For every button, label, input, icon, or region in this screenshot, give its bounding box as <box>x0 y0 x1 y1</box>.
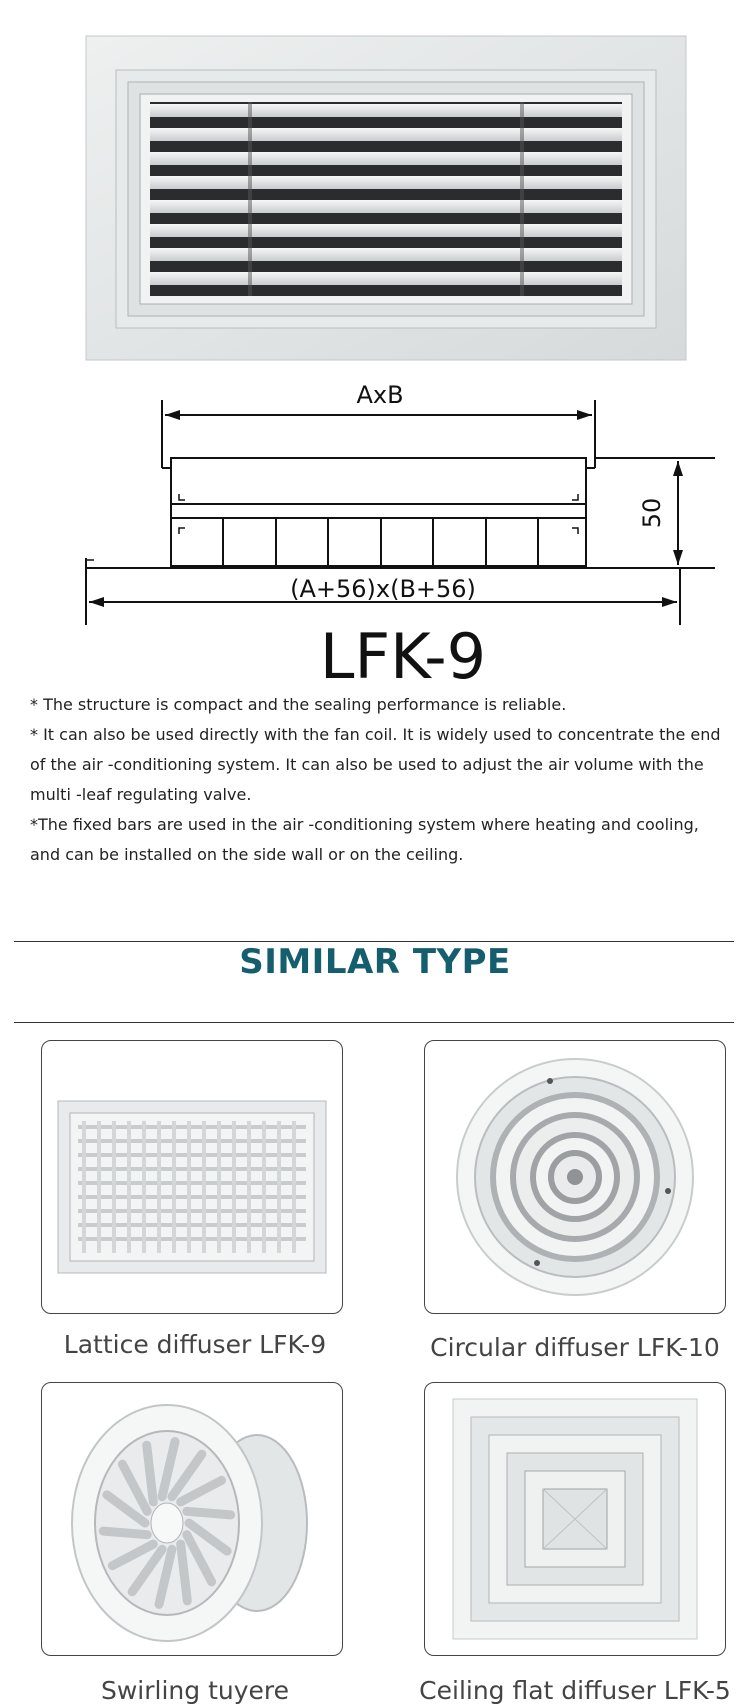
product-description <box>30 690 730 870</box>
description-line: *The fixed bars are used in the air -conditioning system where heating and cooling, and can be installed on the side wall or on the ceiling. <box>30 815 699 864</box>
dimension-diagram <box>0 370 750 690</box>
description-line: * The structure is compact and the sealing performance is reliable. <box>30 695 567 714</box>
product-card-swirling-tuyere[interactable] <box>41 1382 343 1656</box>
section-title: SIMILAR TYPE <box>239 942 511 982</box>
product-caption[interactable]: Circular diffuser LFK-10 <box>430 1333 720 1362</box>
model-label: LFK-9 <box>319 620 487 690</box>
product-caption[interactable]: Ceiling flat diffuser LFK-5 <box>419 1676 731 1705</box>
product-card-ceiling-flat-diffuser[interactable] <box>424 1382 726 1656</box>
dim-bottom-label: (A+56)x(B+56) <box>290 575 476 603</box>
product-caption[interactable]: Swirling tuyere <box>100 1676 290 1705</box>
dim-height-label: 50 <box>638 497 666 529</box>
dim-top-label: AxB <box>356 381 404 409</box>
product-card-circular-diffuser[interactable] <box>424 1040 726 1314</box>
product-caption[interactable]: Lattice diffuser LFK-9 <box>63 1330 327 1359</box>
section-divider-bottom <box>14 1022 734 1023</box>
product-photo-linear-grille <box>0 0 750 370</box>
product-card-lattice-diffuser[interactable] <box>41 1040 343 1314</box>
description-line: * It can also be used directly with the fan coil. It is widely used to concentrate the end of the air -conditioning system. It can also be used to adjust the air volume with the multi -leaf regulating valve. <box>30 725 721 804</box>
